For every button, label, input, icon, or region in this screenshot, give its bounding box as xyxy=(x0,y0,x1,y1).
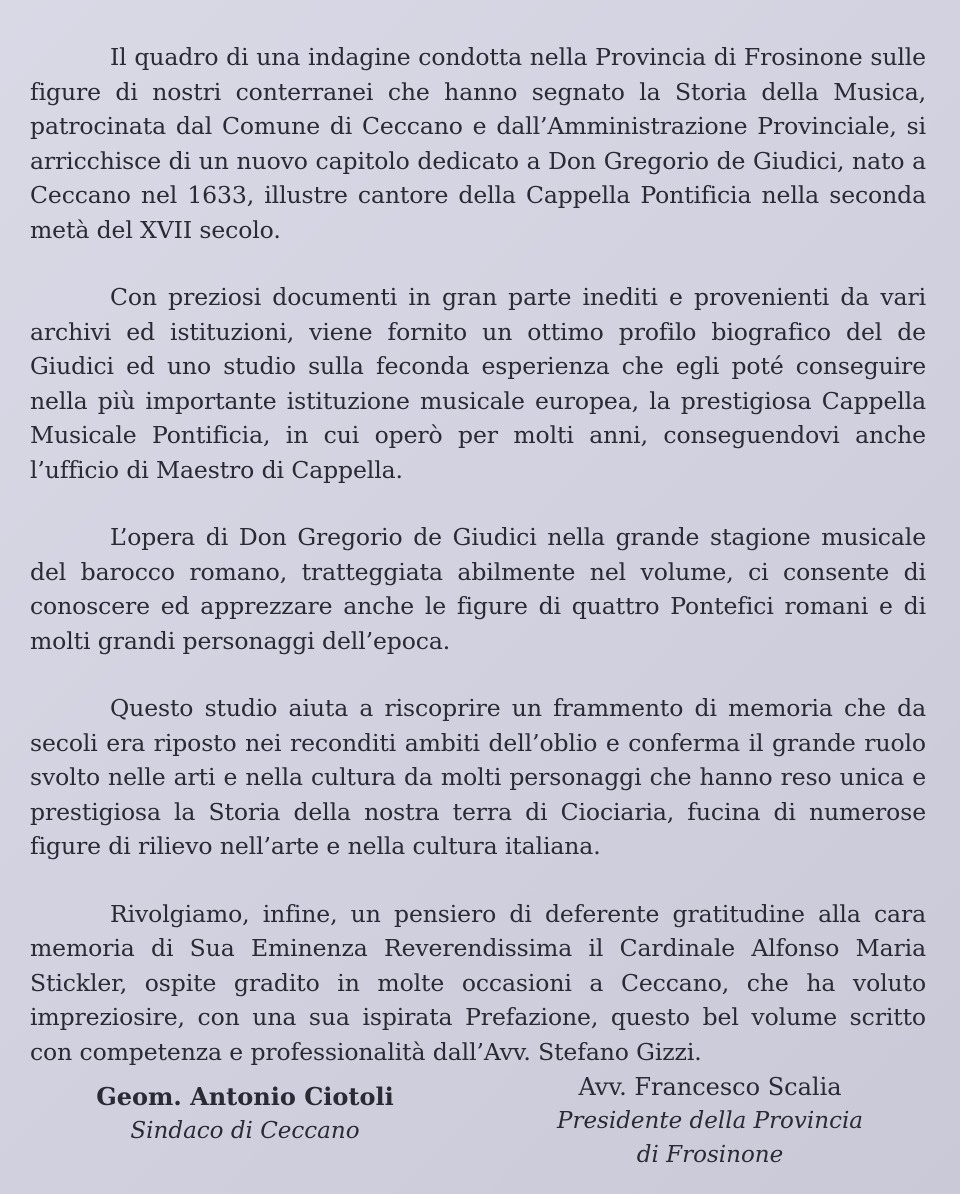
paragraph-5 xyxy=(30,897,926,1070)
signature-left xyxy=(95,1080,395,1148)
signature-right-title-line1: Presidente della Provincia xyxy=(556,1108,864,1134)
paragraph-4 xyxy=(30,691,926,864)
paragraph-2 xyxy=(30,280,926,487)
paragraph-1-text: Il quadro di una indagine condotta nella Provincia di Frosinone sulle figure di nostri conterranei che hanno segnato la Storia della Musica, patrocinata dal Comune di Ceccano e dall’Amministrazione Provinciale, si arricchisce di un nuovo capitolo dedicato a Don Gregorio de Giudici, nato a Ceccano nel 1633, illustre cantore della Cappella Pontificia nella seconda metà del XVII secolo. xyxy=(30,43,926,244)
paragraph-1 xyxy=(30,40,926,247)
signature-right-title-line2: di Frosinone xyxy=(636,1142,784,1168)
paragraph-3-text: L’opera di Don Gregorio de Giudici nella grande stagione musicale del barocco romano, tratteggiata abilmente nel volume, ci consente di conoscere ed apprezzare anche le figure di quattro Pontefici romani e di molti grandi personaggi dell’epoca. xyxy=(30,523,926,655)
document-body xyxy=(30,40,926,1102)
signature-right xyxy=(555,1070,865,1172)
paragraph-5-text: Rivolgiamo, infine, un pensiero di deferente gratitudine alla cara memoria di Sua Eminenza Reverendissima il Cardinale Alfonso Maria Stickler, ospite gradito in molte occasioni a Ceccano, che ha voluto impreziosire, con una sua ispirata Prefazione, questo bel volume scritto con competenza e professionalità dall’Avv. Stefano Gizzi. xyxy=(30,899,926,1066)
paragraph-4-text: Questo studio aiuta a riscoprire un frammento di memoria che da secoli era riposto nei reconditi ambiti dell’oblio e conferma il grande ruolo svolto nelle arti e nella cultura da molti personaggi che hanno reso unica e prestigiosa la Storia della nostra terra di Ciociaria, fucina di numerose figure di rilievo nell’arte e nella cultura italiana. xyxy=(30,694,926,860)
paragraph-2-text: Con preziosi documenti in gran parte inediti e provenienti da vari archivi ed istituzioni, viene fornito un ottimo profilo biografico del de Giudici ed uno studio sulla feconda esperienza che egli poté conseguire nella più importante istituzione musicale europea, la prestigiosa Cappella Musicale Pontificia, in cui operò per molti anni, conseguendovi anche l’ufficio di Maestro di Cappella. xyxy=(30,283,926,484)
signature-right-name: Avv. Francesco Scalia xyxy=(578,1073,842,1101)
signature-left-name: Geom. Antonio Ciotoli xyxy=(96,1082,394,1111)
signature-left-title: Sindaco di Ceccano xyxy=(130,1118,360,1144)
signature-block xyxy=(0,1060,960,1180)
paragraph-3 xyxy=(30,520,926,658)
